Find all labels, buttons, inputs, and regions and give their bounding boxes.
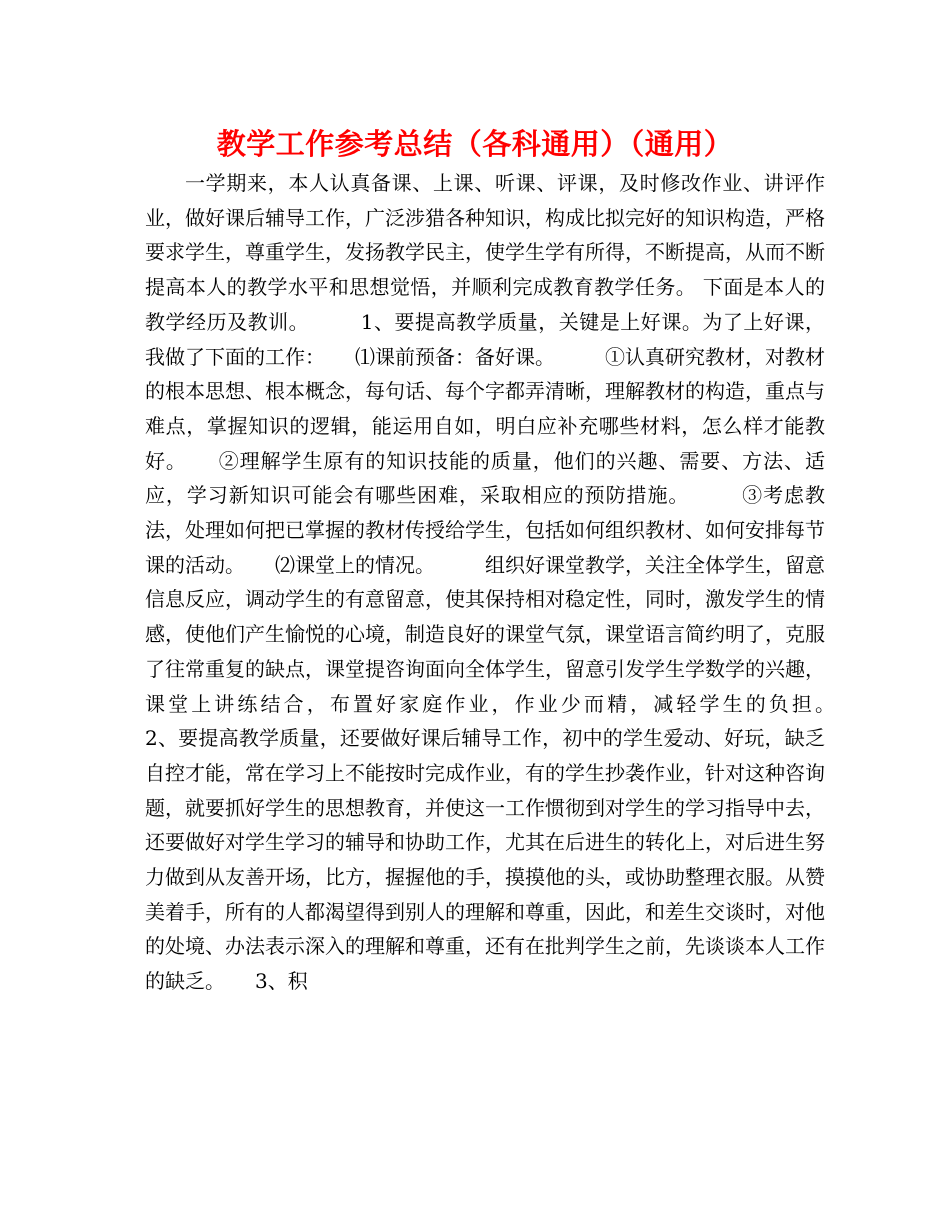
document-body: 一学期来，本人认真备课、上课、听课、评课，及时修改作业、讲评作业，做好课后辅导工作，广泛涉猎各种知识，构成比拟完好的知识构造，严格要求学生，尊重学生，发扬教学民主，使学生学有所得，不断提高，从而不断提高本人的教学水平和思想觉悟，并顺利完成教育教学任务。 下面是本人的教学经历及教训。 1、要提高教学质量，关键是上好课。为了上好课，我做了下面的工作： ⑴课前预备：备好课。 ①认真研究教材，对教材的根本思想、根本概念，每句话、每个字都弄清晰，理解教材的构造，重点与难点，掌握知识的逻辑，能运用自如，明白应补充哪些材料，怎么样才能教好。 ②理解学生原有的知识技能的质量，他们的兴趣、需要、方法、适应，学习新知识可能会有哪些困难，采取相应的预防措施。 ③考虑教法，处理如何把已掌握的教材传授给学生，包括如何组织教材、如何安排每节课的活动。 ⑵课堂上的情况。 组织好课堂教学，关注全体学生，留意信息反应，调动学生的有意留意，使其保持相对稳定性，同时，激发学生的情感，使他们产生愉悦的心境，制造良好的课堂气氛，课堂语言简约明了，克服了往常重复的缺点，课堂提咨询面向全体学生，留意引发学生学数学的兴趣，课堂上讲练结合，布置好家庭作业，作业少而精，减轻学生的负担。 2、要提高教学质量，还要做好课后辅导工作，初中的学生爱动、好玩，缺乏自控才能，常在学习上不能按时完成作业，有的学生抄袭作业，针对这种咨询题，就要抓好学生的思想教育，并使这一工作惯彻到对学生的学习指导中去，还要做好对学生学习的辅导和协助工作，尤其在后进生的转化上，对后进生努力做到从友善开场，比方，握握他的手，摸摸他的头，或协助整理衣服。从赞美着手，所有的人都渴望得到别人的理解和尊重，因此，和差生交谈时，对他的处境、办法表示深入的理解和尊重，还有在批判学生之前，先谈谈本人工作的缺乏。 3、积	[145, 171, 885, 994]
document-title: 教学工作参考总结（各科通用）（通用）	[216, 127, 734, 161]
